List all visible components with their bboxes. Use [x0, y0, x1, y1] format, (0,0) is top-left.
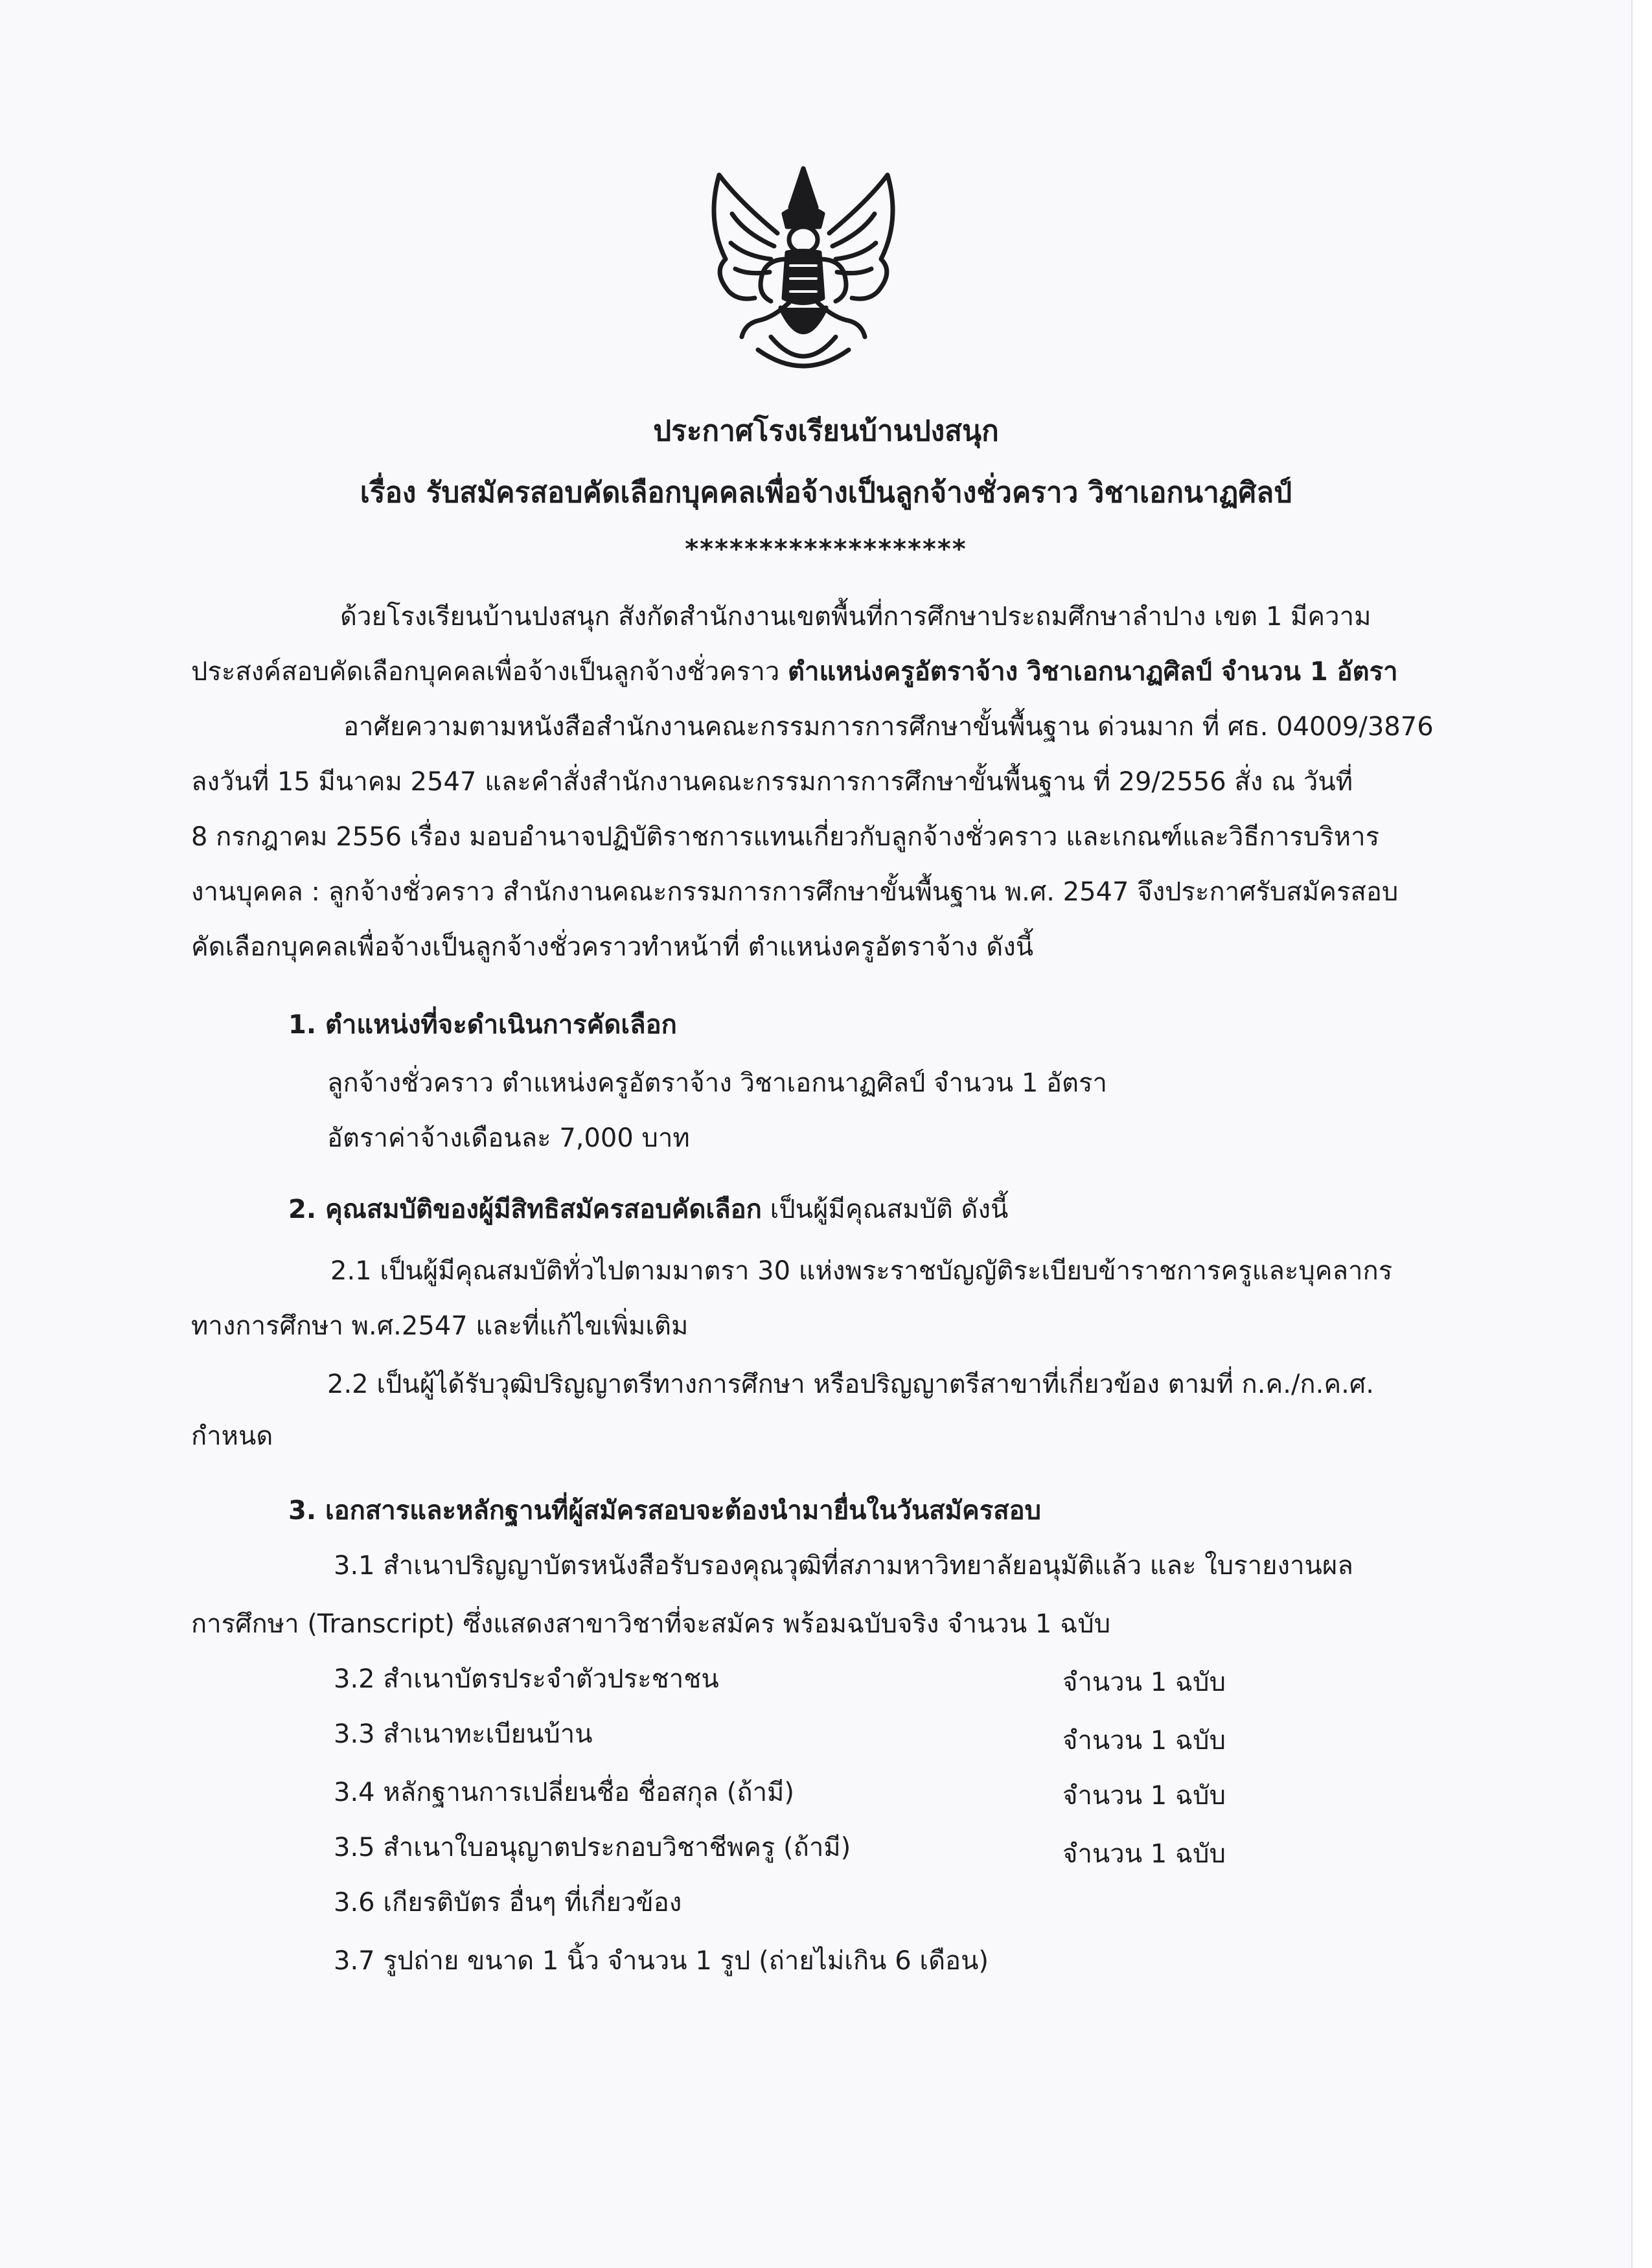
- section2-heading: [288, 1192, 1008, 1227]
- scan-edge: [1631, 0, 1652, 2268]
- section2-item2-line1: 2.2 เป็นผู้ได้รับวุฒิปริญญาตรีทางการศึกษา หรือปริญญาตรีสาขาที่เกี่ยวข้อง ตามที่ ก.ค./ก.ค.ศ.: [327, 1369, 1374, 1399]
- section2-heading-bold: 2. คุณสมบัติของผู้มีสิทธิสมัครสอบคัดเลือก: [288, 1195, 762, 1224]
- section3-item-qty: จำนวน 1 ฉบับ: [1062, 1839, 1226, 1869]
- section3-item-label: 3.4 หลักฐานการเปลี่ยนชื่อ ชื่อสกุล (ถ้ามี): [334, 1778, 794, 1807]
- intro-p2-line3: 8 กรกฎาคม 2556 เรื่อง มอบอำนาจปฏิบัติราชการแทนเกี่ยวกับลูกจ้างชั่วคราว และเกณฑ์และวิธีการบริหาร: [191, 822, 1380, 852]
- separator-stars: *******************: [685, 534, 967, 564]
- section3-item-label: 3.6 เกียรติบัตร อื่นๆ ที่เกี่ยวข้อง: [334, 1888, 682, 1918]
- section3-item-qty: จำนวน 1 ฉบับ: [1062, 1781, 1226, 1811]
- document-title: ประกาศโรงเรียนบ้านปงสนุก: [653, 415, 999, 448]
- document-subject: เรื่อง รับสมัครสอบคัดเลือกบุคคลเพื่อจ้างเป็นลูกจ้างชั่วคราว วิชาเอกนาฏศิลป์: [360, 476, 1292, 509]
- section2-item1-line2: ทางการศึกษา พ.ศ.2547 และที่แก้ไขเพิ่มเติม: [191, 1311, 689, 1341]
- section2-item1-line1: 2.1 เป็นผู้มีคุณสมบัติทั่วไปตามมาตรา 30 แห่งพระราชบัญญัติระเบียบข้าราชการครูและบุคลากร: [330, 1256, 1393, 1286]
- intro-p2-line2: ลงวันที่ 15 มีนาคม 2547 และคำสั่งสำนักงานคณะกรรมการการศึกษาขั้นพื้นฐาน ที่ 29/2556 สั่ง ณ วันที่: [191, 767, 1353, 797]
- section3-heading: 3. เอกสารและหลักฐานที่ผู้สมัครสอบจะต้องนำมายื่นในวันสมัครสอบ: [288, 1496, 1042, 1526]
- garuda-emblem-icon: [700, 162, 907, 382]
- section3-item-label: 3.5 สำเนาใบอนุญาตประกอบวิชาชีพครู (ถ้ามี): [334, 1833, 851, 1862]
- section3-item1-line1: 3.1 สำเนาปริญญาบัตรหนังสือรับรองคุณวุฒิที่สภามหาวิทยาลัยอนุมัติแล้ว และ ใบรายงานผล: [334, 1551, 1353, 1581]
- intro-p1-line1: ด้วยโรงเรียนบ้านปงสนุก สังกัดสำนักงานเขตพื้นที่การศึกษาประถมศึกษาลำปาง เขต 1 มีความ: [340, 602, 1371, 632]
- section2-heading-rest: เป็นผู้มีคุณสมบัติ ดังนี้: [761, 1195, 1009, 1224]
- section1-line1: ลูกจ้างชั่วคราว ตำแหน่งครูอัตราจ้าง วิชาเอกนาฏศิลป์ จำนวน 1 อัตรา: [327, 1068, 1107, 1098]
- section1-heading: 1. ตำแหน่งที่จะดำเนินการคัดเลือก: [288, 1010, 677, 1040]
- section3-item-qty: จำนวน 1 ฉบับ: [1062, 1726, 1226, 1756]
- section3-item-label: 3.7 รูปถ่าย ขนาด 1 นิ้ว จำนวน 1 รูป (ถ่ายไม่เกิน 6 เดือน): [334, 1946, 989, 1976]
- intro-p2-line1: อาศัยความตามหนังสือสำนักงานคณะกรรมการการศึกษาขั้นพื้นฐาน ด่วนมาก ที่ ศธ. 04009/3876: [343, 712, 1434, 742]
- intro-p2-line5: คัดเลือกบุคคลเพื่อจ้างเป็นลูกจ้างชั่วคราวทำหน้าที่ ตำแหน่งครูอัตราจ้าง ดังนี้: [191, 932, 1034, 962]
- intro-p2-line4: งานบุคคล : ลูกจ้างชั่วคราว สำนักงานคณะกรรมการการศึกษาขั้นพื้นฐาน พ.ศ. 2547 จึงประกาศรับสมัครสอบ: [191, 877, 1399, 907]
- section1-line2: อัตราค่าจ้างเดือนละ 7,000 บาท: [327, 1123, 690, 1153]
- intro-p1-line2-bold: ตำแหน่งครูอัตราจ้าง วิชาเอกนาฏศิลป์ จำนวน 1 อัตรา: [788, 657, 1398, 687]
- section3-item-label: 3.2 สำเนาบัตรประจำตัวประชาชน: [334, 1664, 719, 1694]
- section3-item1-line2: การศึกษา (Transcript) ซึ่งแสดงสาขาวิชาที่จะสมัคร พร้อมฉบับจริง จำนวน 1 ฉบับ: [191, 1609, 1111, 1639]
- section2-item2-line2: กำหนด: [191, 1421, 273, 1451]
- section3-item-qty: จำนวน 1 ฉบับ: [1062, 1667, 1226, 1697]
- intro-p1-line2-normal: ประสงค์สอบคัดเลือกบุคคลเพื่อจ้างเป็นลูกจ้างชั่วคราว: [191, 657, 788, 687]
- intro-p1-line2: [191, 654, 1398, 689]
- section3-item-label: 3.3 สำเนาทะเบียนบ้าน: [334, 1719, 593, 1749]
